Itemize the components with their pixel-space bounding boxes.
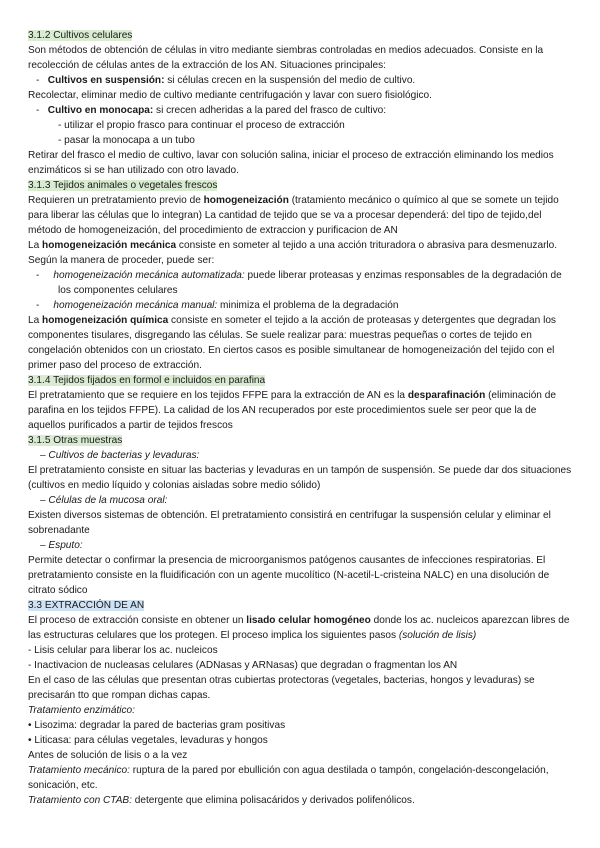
paragraph: El pretratamiento que se requiere en los tejidos FFPE para la extracción de AN es la desparafinación (eliminación de parafina en los tejidos FFPE). La calidad de los AN recuperados por este procedimientos suele ser peor que la de aquellos purificados a partir de tejidos frescos [28, 390, 556, 431]
paragraph: Existen diversos sistemas de obtención. El pretratamiento consistirá en centrifugar la suspensión celular y eliminar el sobrenadante [28, 510, 551, 536]
paragraph: En el caso de las células que presentan otras cubiertas protectoras (vegetales, bacterias, hongos y levaduras) se precisarán tto que rompan dichas capas. [28, 675, 535, 701]
paragraph: Retirar del frasco el medio de cultivo, lavar con solución salina, iniciar el proceso de extracción eliminando los medios enzimáticos si se han utilizado con otro lavado. [28, 150, 554, 176]
section-3-1-4 [28, 373, 574, 433]
list-item: - homogeneización mecánica manual: minimiza el problema de la degradación [36, 300, 399, 311]
paragraph: Antes de solución de lisis o a la vez [28, 750, 188, 761]
paragraph: La homogeneización química consiste en someter el tejido a la acción de proteasas y detergentes que degradan los componentes tisulares, disgregando las células. Se suele realizar para: muestras pequeñas o cortes de tejido en congelación obtenidos con un criostato. En ciertos casos es posible simultanear de homogeneización del tejido con el primer paso del proceso de extracción. [28, 315, 556, 371]
list-item: • Liticasa: para células vegetales, levaduras y hongos [28, 735, 268, 746]
paragraph: Requieren un pretratamiento previo de homogeneización (tratamiento mecánico o químico al que se somete un tejido para liberar las células que lo integran) La cantidad de tejido que se va a procesar dependerá: del tipo de tejido,del método de homogeneización, del procedimiento de extraccion y purificacion de AN [28, 195, 559, 236]
heading-3-1-4: 3.1.4 Tejidos fijados en formol e incluidos en parafina [28, 375, 266, 386]
subheading: – Esputo: [40, 540, 83, 551]
sub-list-item: - pasar la monocapa a un tubo [58, 135, 195, 146]
list-item: • Lisozima: degradar la pared de bacterias gram positivas [28, 720, 286, 731]
paragraph: El proceso de extracción consiste en obtener un lisado celular homogéneo donde los ac. nucleicos aparezcan libres de las estructuras celulares que los protegen. El proceso implica los siguientes pasos (solución de lisis) [28, 615, 570, 641]
section-3-3 [28, 598, 574, 808]
paragraph: Permite detectar o confirmar la presencia de microorganismos patógenos causantes de infecciones respiratorias. El pretratamiento consiste en la fluidificación con un agente mucolítico (N-acetil-L-cristeina NALC) en una disolución de citrato sódico [28, 555, 550, 596]
subheading: – Cultivos de bacterias y levaduras: [40, 450, 200, 461]
sub-list-item: - utilizar el propio frasco para continuar el proceso de extracción [58, 120, 345, 131]
list-item: - Cultivos en suspensión: si células crecen en la suspensión del medio de cultivo. [36, 75, 416, 86]
list-item: - homogeneización mecánica automatizada: puede liberar proteasas y enzimas responsables de la degradación de los componentes celulares [36, 270, 562, 296]
document-page [28, 28, 574, 808]
paragraph: Tratamiento con CTAB: detergente que elimina polisacáridos y derivados polifenólicos. [28, 795, 415, 806]
subheading: Tratamiento enzimático: [28, 705, 135, 716]
list-item: - Cultivo en monocapa: si crecen adheridas a la pared del frasco de cultivo: [36, 105, 387, 116]
paragraph: Son métodos de obtención de células in vitro mediante siembras controladas en medios adecuados. Consiste en la recolección de células antes de la extracción de los AN. Situaciones principales: [28, 45, 544, 71]
paragraph: Tratamiento mecánico: ruptura de la pared por ebullición con agua destilada o tampón, congelación-descongelación, sonicación, etc. [28, 765, 549, 791]
section-3-1-3 [28, 178, 574, 373]
section-3-1-2 [28, 28, 574, 178]
paragraph: El pretratamiento consiste en situar las bacterias y levaduras en un tampón de suspensión. Se puede dar dos situaciones (cultivos en medio líquido y colonias aisladas sobre medio sólido) [28, 465, 572, 491]
section-3-1-5 [28, 433, 574, 598]
paragraph: La homogeneización mecánica consiste en someter al tejido a una acción trituradora o abrasiva para desmenuzarlo. Según la manera de proceder, puede ser: [28, 240, 558, 266]
heading-3-1-3: 3.1.3 Tejidos animales o vegetales frescos [28, 180, 218, 191]
heading-3-1-5: 3.1.5 Otras muestras [28, 435, 123, 446]
paragraph: Recolectar, eliminar medio de cultivo mediante centrifugación y lavar con suero fisiológico. [28, 90, 432, 101]
list-item: - Lisis celular para liberar los ac. nucleicos [28, 645, 218, 656]
list-item: - Inactivacion de nucleasas celulares (ADNasas y ARNasas) que degradan o fragmentan los AN [28, 660, 458, 671]
subheading: – Células de la mucosa oral: [40, 495, 168, 506]
heading-3-1-2: 3.1.2 Cultivos celulares [28, 30, 133, 41]
heading-3-3: 3.3 EXTRACCIÓN DE AN [28, 600, 145, 611]
